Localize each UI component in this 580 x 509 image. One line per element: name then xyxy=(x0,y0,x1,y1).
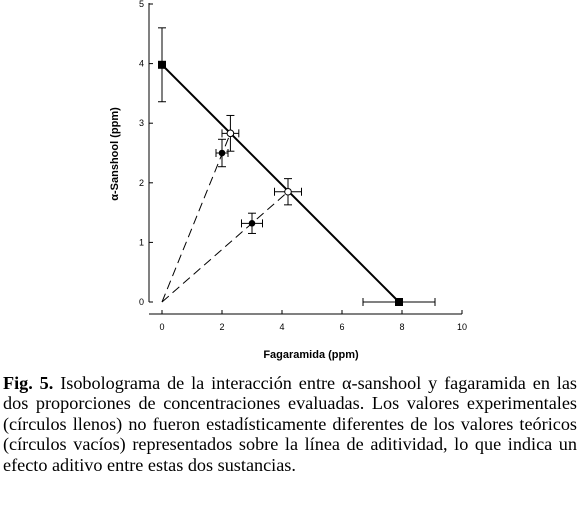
point-square-1 xyxy=(395,298,403,306)
additivity-line xyxy=(162,65,399,302)
x-axis-label: Fagaramida (ppm) xyxy=(263,349,359,361)
caption-text: Isobolograma de la interacción entre α-sanshool y fagaramida en las dos proporciones de concentraciones evaluadas. Los valores experimentales (círculos llenos) no fueron estadísticamente diferentes de los valores teóricos (círculos vacíos) representados sobre la línea de aditividad, lo que indica un efecto aditivo entre estas dos sustancias. xyxy=(3,373,577,475)
axes xyxy=(149,3,462,314)
x-tick-label-4: 8 xyxy=(399,322,405,332)
x-tick-label-1: 2 xyxy=(219,322,225,332)
y-axis-label: α-Sanshool (ppm) xyxy=(109,107,121,201)
dashed-line-1 xyxy=(162,192,288,302)
plot-area xyxy=(158,28,435,306)
y-tick-label-3: 3 xyxy=(138,118,144,129)
point-filled-circle-1 xyxy=(249,220,256,227)
tick-labels xyxy=(139,0,467,332)
point-open-circle-1 xyxy=(285,188,292,195)
dashed-line-0 xyxy=(162,133,230,302)
x-tick-label-3: 6 xyxy=(339,322,345,332)
y-tick-label-4: 4 xyxy=(138,58,144,69)
y-tick-label-1: 1 xyxy=(138,237,144,248)
y-tick-label-0: 0 xyxy=(138,297,144,307)
y-tick-label-5: 5 xyxy=(138,0,144,9)
point-filled-circle-0 xyxy=(219,150,226,157)
y-tick-label-2: 2 xyxy=(138,177,144,188)
ticks xyxy=(149,4,462,314)
point-open-circle-0 xyxy=(227,130,234,137)
x-tick-label-5: 10 xyxy=(456,322,468,332)
caption-label: Fig. 5. xyxy=(3,373,54,393)
x-tick-label-2: 4 xyxy=(279,322,285,332)
figure-caption xyxy=(3,373,577,475)
x-tick-label-0: 0 xyxy=(159,322,165,332)
point-square-0 xyxy=(158,61,166,69)
